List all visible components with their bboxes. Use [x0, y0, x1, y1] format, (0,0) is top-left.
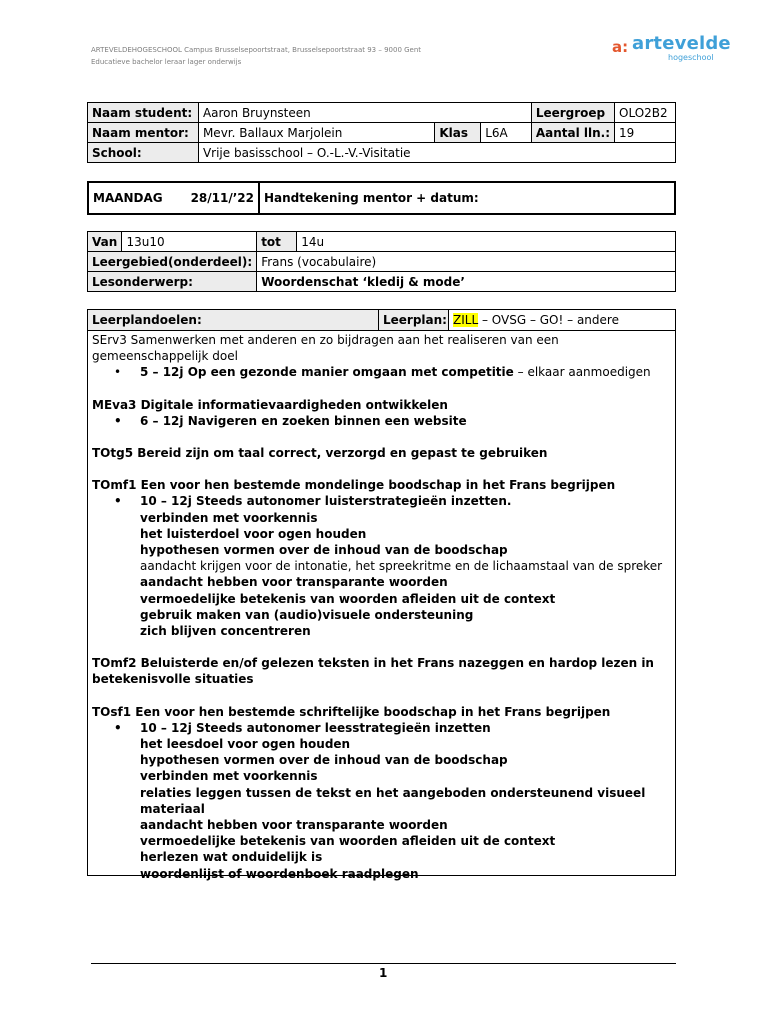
leerplandoelen-label: Leerplandoelen: — [88, 310, 379, 330]
tot-label: tot — [257, 232, 297, 252]
mentor-value: Mevr. Ballaux Marjolein — [198, 123, 434, 143]
goal-substep: vermoedelijke betekenis van woorden afleiden uit de context — [140, 591, 556, 606]
van-value: 13u10 — [122, 232, 257, 252]
goal-substep: relaties leggen tussen de tekst en het aangeboden ondersteunend visueel materiaal — [140, 785, 646, 816]
leerplan-label: Leerplan: — [379, 310, 449, 330]
goal-tosf1: TOsf1 Een voor hen bestemde schriftelijke boodschap in het Frans begrijpen — [92, 704, 611, 719]
goal-totg5: TOtg5 Bereid zijn om taal correct, verzorgd en gepast te gebruiken — [92, 446, 548, 461]
goal-substep: verbinden met voorkennis — [140, 769, 318, 784]
page-number: 1 — [379, 966, 388, 980]
aantal-label: Aantal lln.: — [531, 123, 614, 143]
logo-mark: a: — [612, 38, 629, 56]
goal-tomf2: TOmf2 Beluisterde en/of gelezen teksten in het Frans nazeggen en hardop lezen in betekenisvolle situaties — [92, 656, 654, 687]
document-header — [91, 44, 691, 68]
tot-value: 14u — [297, 232, 676, 252]
school-value: Vrije basisschool – O.-L.-V.-Visitatie — [198, 143, 675, 163]
goal-substep: vermoedelijke betekenis van woorden afleiden uit de context — [140, 834, 556, 849]
school-address: ARTEVELDEHOGESCHOOL Campus Brusselsepoortstraat, Brusselsepoortstraat 93 – 9000 Gent — [91, 46, 422, 54]
goal-serv3: SErv3 Samenwerken met anderen en zo bijdragen aan het realiseren van een gemeenschappelijk doel — [92, 333, 559, 364]
goal-substep: verbinden met voorkennis — [140, 510, 318, 525]
leerplan-options — [449, 310, 675, 330]
aantal-value: 19 — [615, 123, 676, 143]
klas-label: Klas — [435, 123, 481, 143]
logo-wordmark: artevelde — [632, 33, 731, 54]
mentor-signature: Handtekening mentor + datum: — [259, 182, 675, 214]
student-value: Aaron Bruynsteen — [198, 103, 531, 123]
leergebied-label: Leergebied(onderdeel): — [88, 252, 257, 272]
goal-bullet: • 5 – 12j Op een gezonde manier omgaan met competitie – elkaar aanmoedigen — [92, 364, 671, 380]
footer-divider — [91, 963, 676, 964]
school-label: School: — [88, 143, 199, 163]
goal-bullet: • 6 – 12j Navigeren en zoeken binnen een website — [92, 413, 671, 429]
leergroep-label: Leergroep — [531, 103, 614, 123]
leergroep-value: OLO2B2 — [615, 103, 676, 123]
logo-subtitle: hogeschool — [668, 53, 714, 62]
artevelde-logo — [612, 32, 731, 66]
goal-substep: zich blijven concentreren — [140, 624, 311, 639]
mentor-label: Naam mentor: — [88, 123, 199, 143]
goal-substep: het luisterdoel voor ogen houden — [140, 526, 367, 541]
goal-meva3: MEva3 Digitale informatievaardigheden ontwikkelen — [92, 397, 448, 412]
leerplandoelen-header — [88, 310, 675, 331]
leerplan-others: – OVSG – GO! – andere — [478, 313, 619, 327]
goal-substep: aandacht hebben voor transparante woorden — [140, 818, 448, 833]
day-name: MAANDAG — [93, 191, 163, 205]
goal-tomf1: TOmf1 Een voor hen bestemde mondelinge boodschap in het Frans begrijpen — [92, 478, 616, 493]
goal-substep: herlezen wat onduidelijk is — [140, 850, 323, 865]
goal-substep: het leesdoel voor ogen houden — [140, 737, 351, 752]
van-label: Van — [88, 232, 122, 252]
day-cell — [88, 182, 259, 214]
lesson-info-table — [87, 231, 676, 292]
leergebied-value: Frans (vocabulaire) — [257, 252, 676, 272]
day-date: 28/11/’22 — [190, 191, 254, 205]
day-signature-table — [87, 181, 676, 215]
goal-substep: aandacht krijgen voor de intonatie, het spreekritme en de lichaamstaal van de spreker — [140, 559, 663, 574]
onderwerp-value: Woordenschat ‘kledij & mode’ — [257, 272, 676, 292]
goal-bullet: • 10 – 12j Steeds autonomer leesstrategieën inzetten — [92, 720, 671, 736]
goal-substep: hypothesen vormen over de inhoud van de boodschap — [140, 753, 508, 768]
goal-substep: woordenlijst of woordenboek raadplegen — [140, 866, 419, 881]
leerplandoelen-content — [88, 331, 675, 883]
goal-substep: gebruik maken van (audio)visuele ondersteuning — [140, 607, 474, 622]
onderwerp-label: Lesonderwerp: — [88, 272, 257, 292]
student-info-table — [87, 102, 676, 163]
zill-highlight: ZILL — [453, 313, 479, 327]
program-name: Educatieve bachelor leraar lager onderwijs — [91, 58, 242, 66]
goal-bullet: • 10 – 12j Steeds autonomer luisterstrategieën inzetten. — [92, 493, 671, 509]
goal-substep: hypothesen vormen over de inhoud van de boodschap — [140, 543, 508, 558]
student-label: Naam student: — [88, 103, 199, 123]
klas-value: L6A — [481, 123, 532, 143]
leerplandoelen-box — [87, 309, 676, 881]
goal-substep: aandacht hebben voor transparante woorden — [140, 575, 448, 590]
